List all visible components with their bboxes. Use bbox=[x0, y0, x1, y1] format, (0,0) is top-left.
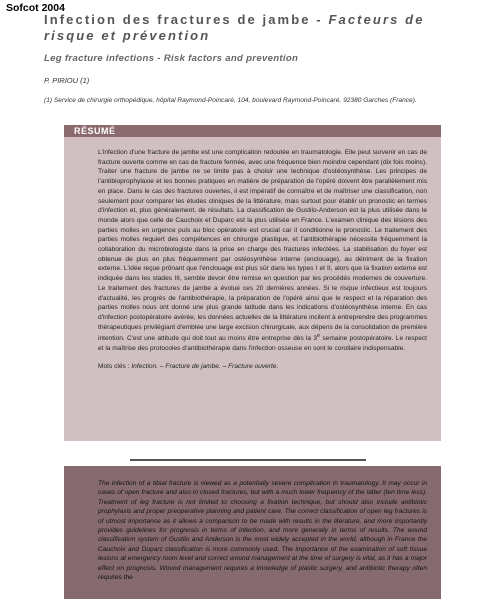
abstract-french-text-part2: semaine postopératoire. Le respect et la maîtrise des protocoles d'antibiothérapie dans l'infection osseuse en sont le corollaire indispensable. bbox=[98, 335, 427, 353]
abstract-heading: RÉSUMÉ bbox=[64, 125, 441, 137]
abstract-english-text: The infection of a tibial fracture is viewed as a potentially severe complication in traumatology. It may occur in cases of open fracture and also in closed fractures, but with a much lower frequency of the latter (ten time less). Treatment of leg fracture is not limited to choosing a fixation technique, but should also include antibiotic prophylaxis and proper preoperative planning and patient care. The correct classification of open leg fractures is of utmost importance as it allows a comparison to be made with results in the literature, and more importantly provides guidelines for prognosis in terms of infection, and more generally in terms of results. The wound classification system of Gustilo and Anderson is the most widely accepted in the world, although in France the Cauchoix and Duparc classification is more commonly used. The importance of the examination of soft tissue lesions at emergency room level and correct wound management at the time of surgery is vital, as it has a major effect on prognosis. Wound management requires a knowledge of plastic surgery, and antibiotic therapy often requires the bbox=[98, 480, 427, 582]
abstract-french bbox=[64, 125, 441, 441]
title-emphasis: Facteurs de risque et prévention bbox=[44, 12, 425, 43]
keywords-label: Mots clés : bbox=[98, 362, 132, 370]
authors: P. PIRIOU (1) bbox=[44, 76, 90, 85]
abstract-english bbox=[64, 466, 441, 599]
divider bbox=[130, 459, 366, 461]
title-main: Infection des fractures de jambe - bbox=[44, 12, 329, 27]
journal-name: Sofcot 2004 bbox=[6, 2, 65, 14]
english-title: Leg fracture infections - Risk factors and prevention bbox=[44, 53, 299, 64]
keywords bbox=[64, 354, 441, 370]
abstract-french-text-part1: L'infection d'une fracture de jambe est une complication redoutée en traumatologie. Elle peut survenir en cas de fracture ouverte comme en cas de fracture fermée, avec une fréquence bien moindre cependant (dix fois moins). Traiter une fracture de jambe ne se limite pas à choisir une technique d'ostéosynthèse. Les principes de l'antibioprophylaxie et les bonnes pratiques en matière de préparation de l'opéré doivent être parallèlement mis en place. Dans le cas des fractures ouvertes, il est impératif de connaître et de maîtriser une classification, non seulement pour comparer les études cliniques de la littérature, mais surtout pour établir un pronostic en termes d'infection et, plus généralement, de résultats. La classification de Gustilo-Anderson est la plus utilisée dans le monde alors que celle de Cauchoix et Duparc est la plus utilisée en France. L'examen clinique des lésions des parties molles en urgence puis au bloc opératoire est crucial car il conditionne le pronostic. Le traitement des parties molles requiert des compétences en chirurgie plastique, et l'antibiothérapie nécessite fréquemment la collaboration du microbiologiste dans la prise en charge des fractures infectées. La stabilisation du foyer est obtenue de plus en plus fréquemment par ostéosynthèse interne (enclouage), au détriment de la fixation externe. L'idée reçue prônant que l'enclouage est plus sûr dans les types I et II, alors que la fixation externe est indiquée dans les stades III, semble devoir être remise en question par les procédés modernes de couverture. Le traitement des fractures de jambe a évolué ces 20 dernières années. Si le risque infectieux est toujours d'actualité, les progrès de l'antibiothérapie, la préparation de l'opéré ainsi que le respect et la réparation des parties molles nous ont donné une plus grande latitude dans les indications d'ostéosynthèse interne. En cas d'infection postopératoire avérée, les données actuelles de la littérature incitent à entreprendre des programmes thérapeutiques privilégiant d'emblée une large excision chirurgicale, aux dépens de la consolidation de première intention. C'est une attitude qui doit tout au moins être entreprise dès la 3 bbox=[98, 149, 427, 343]
abstract-french-text bbox=[64, 137, 441, 354]
affiliation: (1) Service de chirurgie orthopédique, hôpital Raymond-Poincaré, 104, boulevard Raymond-Poincaré, 92380 Garches (France). bbox=[44, 97, 417, 104]
keywords-list: Infection. – Fracture de jambe. – Fracture ouverte. bbox=[131, 362, 279, 370]
superscript: e bbox=[317, 333, 321, 340]
article-title bbox=[44, 12, 474, 44]
